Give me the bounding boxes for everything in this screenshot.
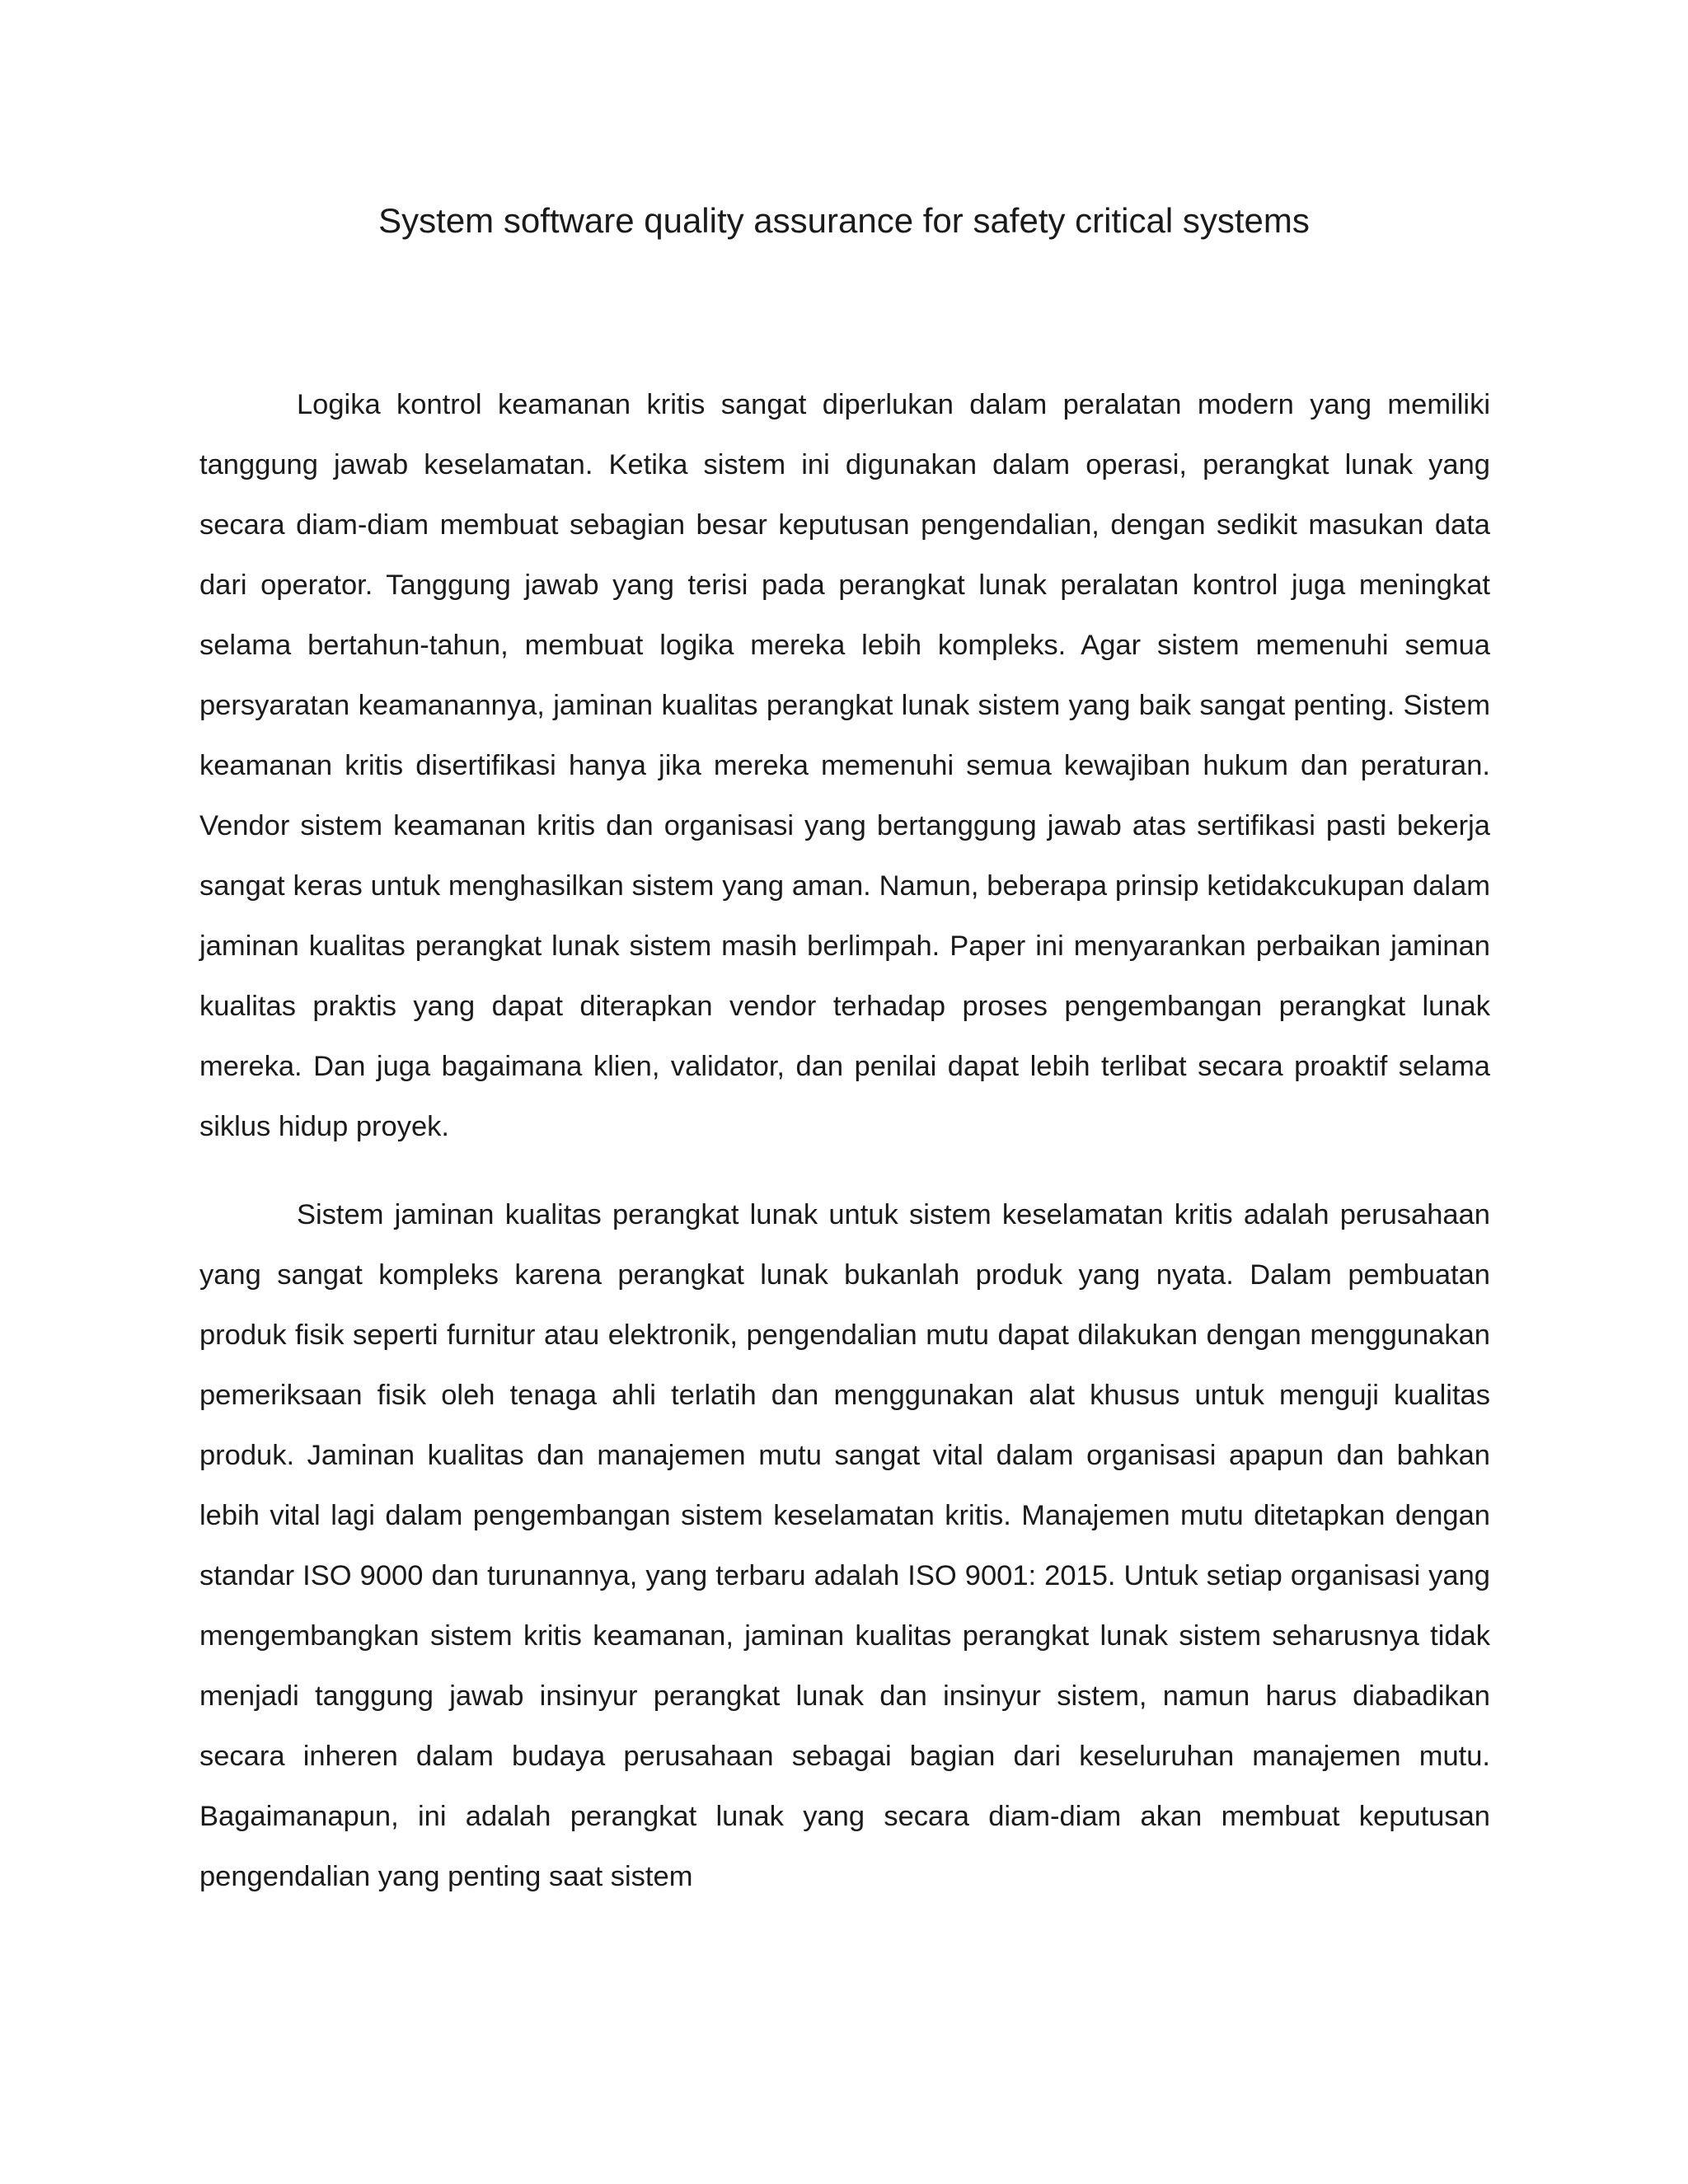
paragraph-1: Logika kontrol keamanan kritis sangat diperlukan dalam peralatan modern yang memiliki tanggung jawab keselamatan. Ketika sistem ini digunakan dalam operasi, perangkat lunak yang secara diam-diam membuat sebagian besar keputusan pengendalian, dengan sedikit masukan data dari operator. Tanggung jawab yang terisi pada perangkat lunak peralatan kontrol juga meningkat selama bertahun-tahun, membuat logika mereka lebih kompleks. Agar sistem memenuhi semua persyaratan keamanannya, jaminan kualitas perangkat lunak sistem yang baik sangat penting. Sistem keamanan kritis disertifikasi hanya jika mereka memenuhi semua kewajiban hukum dan peraturan. Vendor sistem keamanan kritis dan organisasi yang bertanggung jawab atas sertifikasi pasti bekerja sangat keras untuk menghasilkan sistem yang aman. Namun, beberapa prinsip ketidakcukupan dalam jaminan kualitas perangkat lunak sistem masih berlimpah. Paper ini menyarankan perbaikan jaminan kualitas praktis yang dapat diterapkan vendor terhadap proses pengembangan perangkat lunak mereka. Dan juga bagaimana klien, validator, dan penilai dapat lebih terlibat secara proaktif selama siklus hidup proyek. [199, 389, 1490, 1142]
document-title: System software quality assurance for safety critical systems [378, 201, 1310, 240]
paragraph-2: Sistem jaminan kualitas perangkat lunak untuk sistem keselamatan kritis adalah perusahaan yang sangat kompleks karena perangkat lunak bukanlah produk yang nyata. Dalam pembuatan produk fisik seperti furnitur atau elektronik, pengendalian mutu dapat dilakukan dengan menggunakan pemeriksaan fisik oleh tenaga ahli terlatih dan menggunakan alat khusus untuk menguji kualitas produk. Jaminan kualitas dan manajemen mutu sangat vital dalam organisasi apapun dan bahkan lebih vital lagi dalam pengembangan sistem keselamatan kritis. Manajemen mutu ditetapkan dengan standar ISO 9000 dan turunannya, yang terbaru adalah ISO 9001: 2015. Untuk setiap organisasi yang mengembangkan sistem kritis keamanan, jaminan kualitas perangkat lunak sistem seharusnya tidak menjadi tanggung jawab insinyur perangkat lunak dan insinyur sistem, namun harus diabadikan secara inheren dalam budaya perusahaan sebagai bagian dari keseluruhan manajemen mutu. Bagaimanapun, ini adalah perangkat lunak yang secara diam-diam akan membuat keputusan pengendalian yang penting saat sistem [199, 1199, 1490, 1892]
document-body [199, 375, 1490, 1907]
